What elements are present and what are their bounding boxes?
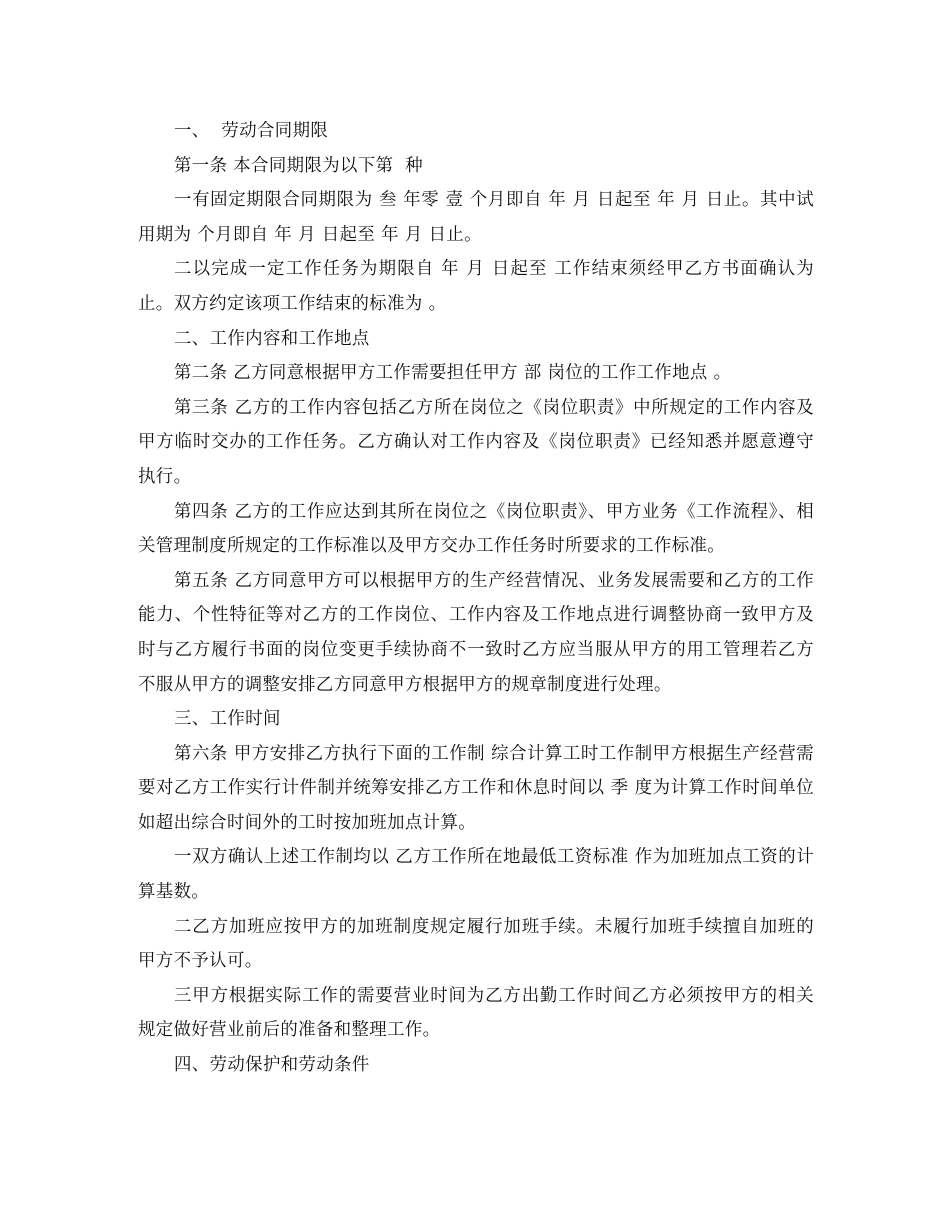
section-heading-work-time: 三、工作时间 — [174, 709, 281, 730]
clause-overtime-base: 一双方确认上述工作制均以 乙方工作所在地最低工资标准 作为加班加点工资的计算基数。 — [138, 847, 814, 903]
section-heading-content-location: 二、工作内容和工作地点 — [174, 328, 370, 349]
clause-fixed-term: 一有固定期限合同期限为 叁 年零 壹 个月即自 年 月 日起至 年 月 日止。其中试用期为 个月即自 年 月 日起至 年 月 日止。 — [138, 190, 814, 245]
article-6: 第六条 甲方安排乙方执行下面的工作制 综合计算工时工作制甲方根据生产经营需要对乙方工作实行计件制并统筹安排乙方工作和休息时间以 季 度为计算工作时间单位如超出综合时间外的工时按加班加点计算。 — [138, 743, 814, 833]
section-heading-term: 一、 劳动合同期限 — [174, 121, 329, 141]
article-3: 第三条 乙方的工作内容包括乙方所在岗位之《岗位职责》中所规定的工作内容及甲方临时交办的工作任务。乙方确认对工作内容及《岗位职责》已经知悉并愿意遵守执行。 — [138, 397, 814, 487]
clause-task-term: 二以完成一定工作任务为期限自 年 月 日起至 工作结束须经甲乙方书面确认为止。双方约定该项工作结束的标准为 。 — [138, 259, 814, 314]
article-4: 第四条 乙方的工作应达到其所在岗位之《岗位职责》、甲方业务《工作流程》、相关管理制度所规定的工作标准以及甲方交办工作任务时所要求的工作标准。 — [138, 501, 814, 557]
clause-business-hours: 三甲方根据实际工作的需要营业时间为乙方出勤工作时间乙方必须按甲方的相关规定做好营业前后的准备和整理工作。 — [138, 985, 814, 1041]
article-2: 第二条 乙方同意根据甲方工作需要担任甲方 部 岗位的工作工作地点 。 — [174, 363, 732, 384]
article-1: 第一条 本合同期限为以下第 种 — [174, 155, 424, 176]
clause-overtime-procedure: 二乙方加班应按甲方的加班制度规定履行加班手续。未履行加班手续擅自加班的甲方不予认可。 — [138, 916, 814, 972]
article-5: 第五条 乙方同意甲方可以根据甲方的生产经营情况、业务发展需要和乙方的工作能力、个性特征等对乙方的工作岗位、工作内容及工作地点进行调整协商一致甲方及时与乙方履行书面的岗位变更手续协商不一致时乙方应当服从甲方的用工管理若乙方不服从甲方的调整安排乙方同意甲方根据甲方的规章制度进行处理。 — [138, 570, 814, 695]
contract-page — [138, 114, 814, 1083]
section-heading-labor-protection: 四、劳动保护和劳动条件 — [174, 1055, 370, 1076]
